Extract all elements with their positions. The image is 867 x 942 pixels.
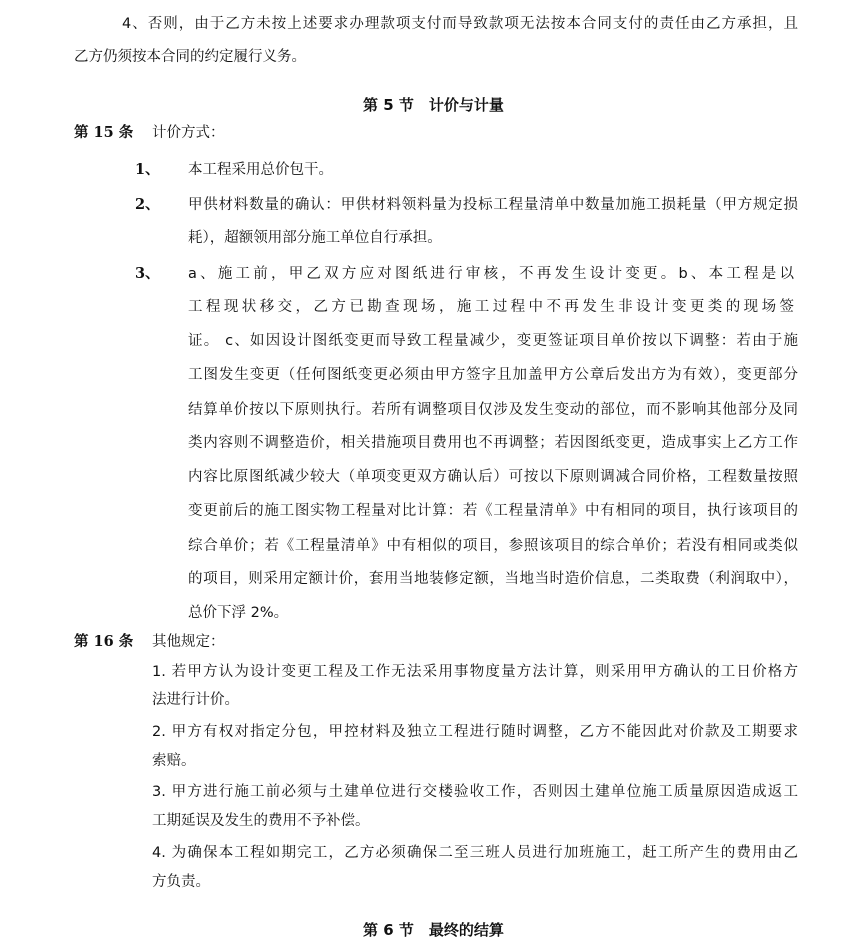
article-15-label: 第 15 条	[74, 124, 134, 141]
article-15-item-3-line: 总价下浮 2%。	[188, 605, 289, 621]
article-15-item-1-number: 1、	[135, 161, 160, 178]
article-16-title: 其他规定：	[152, 634, 225, 650]
article-16-item-2-line: 索赔。	[152, 753, 196, 769]
article-16-item-1-line: 法进行计价。	[152, 692, 239, 708]
intro-line-2: 乙方仍须按本合同的约定履行义务。	[74, 49, 306, 65]
article-15-item-2-line: 甲供材料数量的确认：甲供材料领料量为投标工程量清单中数量加施工损耗量（甲方规定损	[188, 197, 798, 213]
article-15-item-3-line: 变更前后的施工图实物工程量对比计算：若《工程量清单》中有相同的项目，执行该项目的	[188, 503, 798, 519]
section-5-heading: 第 5 节 计价与计量	[363, 96, 504, 114]
article-15-item-3-line: 结算单价按以下原则执行。若所有调整项目仅涉及发生变动的部位，而不影响其他部分及同	[188, 402, 798, 418]
article-16-item-1-line: 1. 若甲方认为设计变更工程及工作无法采用事物度量方法计算，则采用甲方确认的工日价格方	[152, 664, 798, 680]
article-16-item-4-line: 方负责。	[152, 874, 210, 890]
article-15-item-2-line: 耗），超额领用部分施工单位自行承担。	[188, 230, 442, 246]
section-6-heading: 第 6 节 最终的结算	[363, 921, 504, 939]
article-15-item-2-number: 2、	[135, 196, 160, 213]
article-15-item-3-line: 工程现状移交，乙方已勘查现场，施工过程中不再发生非设计变更类的现场签	[188, 299, 794, 315]
article-16-label: 第 16 条	[74, 633, 134, 650]
article-15-item-3-line: 综合单价；若《工程量清单》中有相似的项目，参照该项目的综合单价；若没有相同或类似	[188, 538, 798, 554]
article-16-item-3-line: 3. 甲方进行施工前必须与土建单位进行交楼验收工作，否则因土建单位施工质量原因造成返工	[152, 784, 798, 800]
article-15-title: 计价方式：	[152, 125, 225, 141]
article-16-item-2-line: 2. 甲方有权对指定分包，甲控材料及独立工程进行随时调整，乙方不能因此对价款及工期要求	[152, 724, 798, 740]
article-16-item-4-line: 4. 为确保本工程如期完工，乙方必须确保二至三班人员进行加班施工，赶工所产生的费用由乙	[152, 845, 798, 861]
article-15-item-3-number: 3、	[135, 265, 160, 282]
intro-line-1: 4、否则，由于乙方未按上述要求办理款项支付而导致款项无法按本合同支付的责任由乙方承担，且	[122, 16, 798, 32]
article-15-item-3-line: 工图发生变更（任何图纸变更必须由甲方签字且加盖甲方公章后发出方为有效），变更部分	[188, 367, 798, 383]
article-15-item-1-line: 本工程采用总价包干。	[188, 162, 333, 178]
article-15-item-3-line: a、施工前，甲乙双方应对图纸进行审核，不再发生设计变更。b、本工程是以	[188, 266, 794, 282]
article-15-item-3-line: 内容比原图纸减少较大（单项变更双方确认后）可按以下原则调减合同价格，工程数量按照	[188, 469, 798, 485]
article-16-item-3-line: 工期延误及发生的费用不予补偿。	[152, 813, 370, 829]
article-15-item-3-line: 的项目，则采用定额计价，套用当地装修定额，当地当时造价信息，二类取费（利润取中），	[188, 571, 798, 587]
article-15-item-3-line: 证。 c、如因设计图纸变更而导致工程量减少，变更签证项目单价按以下调整：若由于施	[188, 333, 798, 349]
article-15-item-3-line: 类内容则不调整造价，相关措施项目费用也不再调整；若因图纸变更，造成事实上乙方工作	[188, 435, 798, 451]
